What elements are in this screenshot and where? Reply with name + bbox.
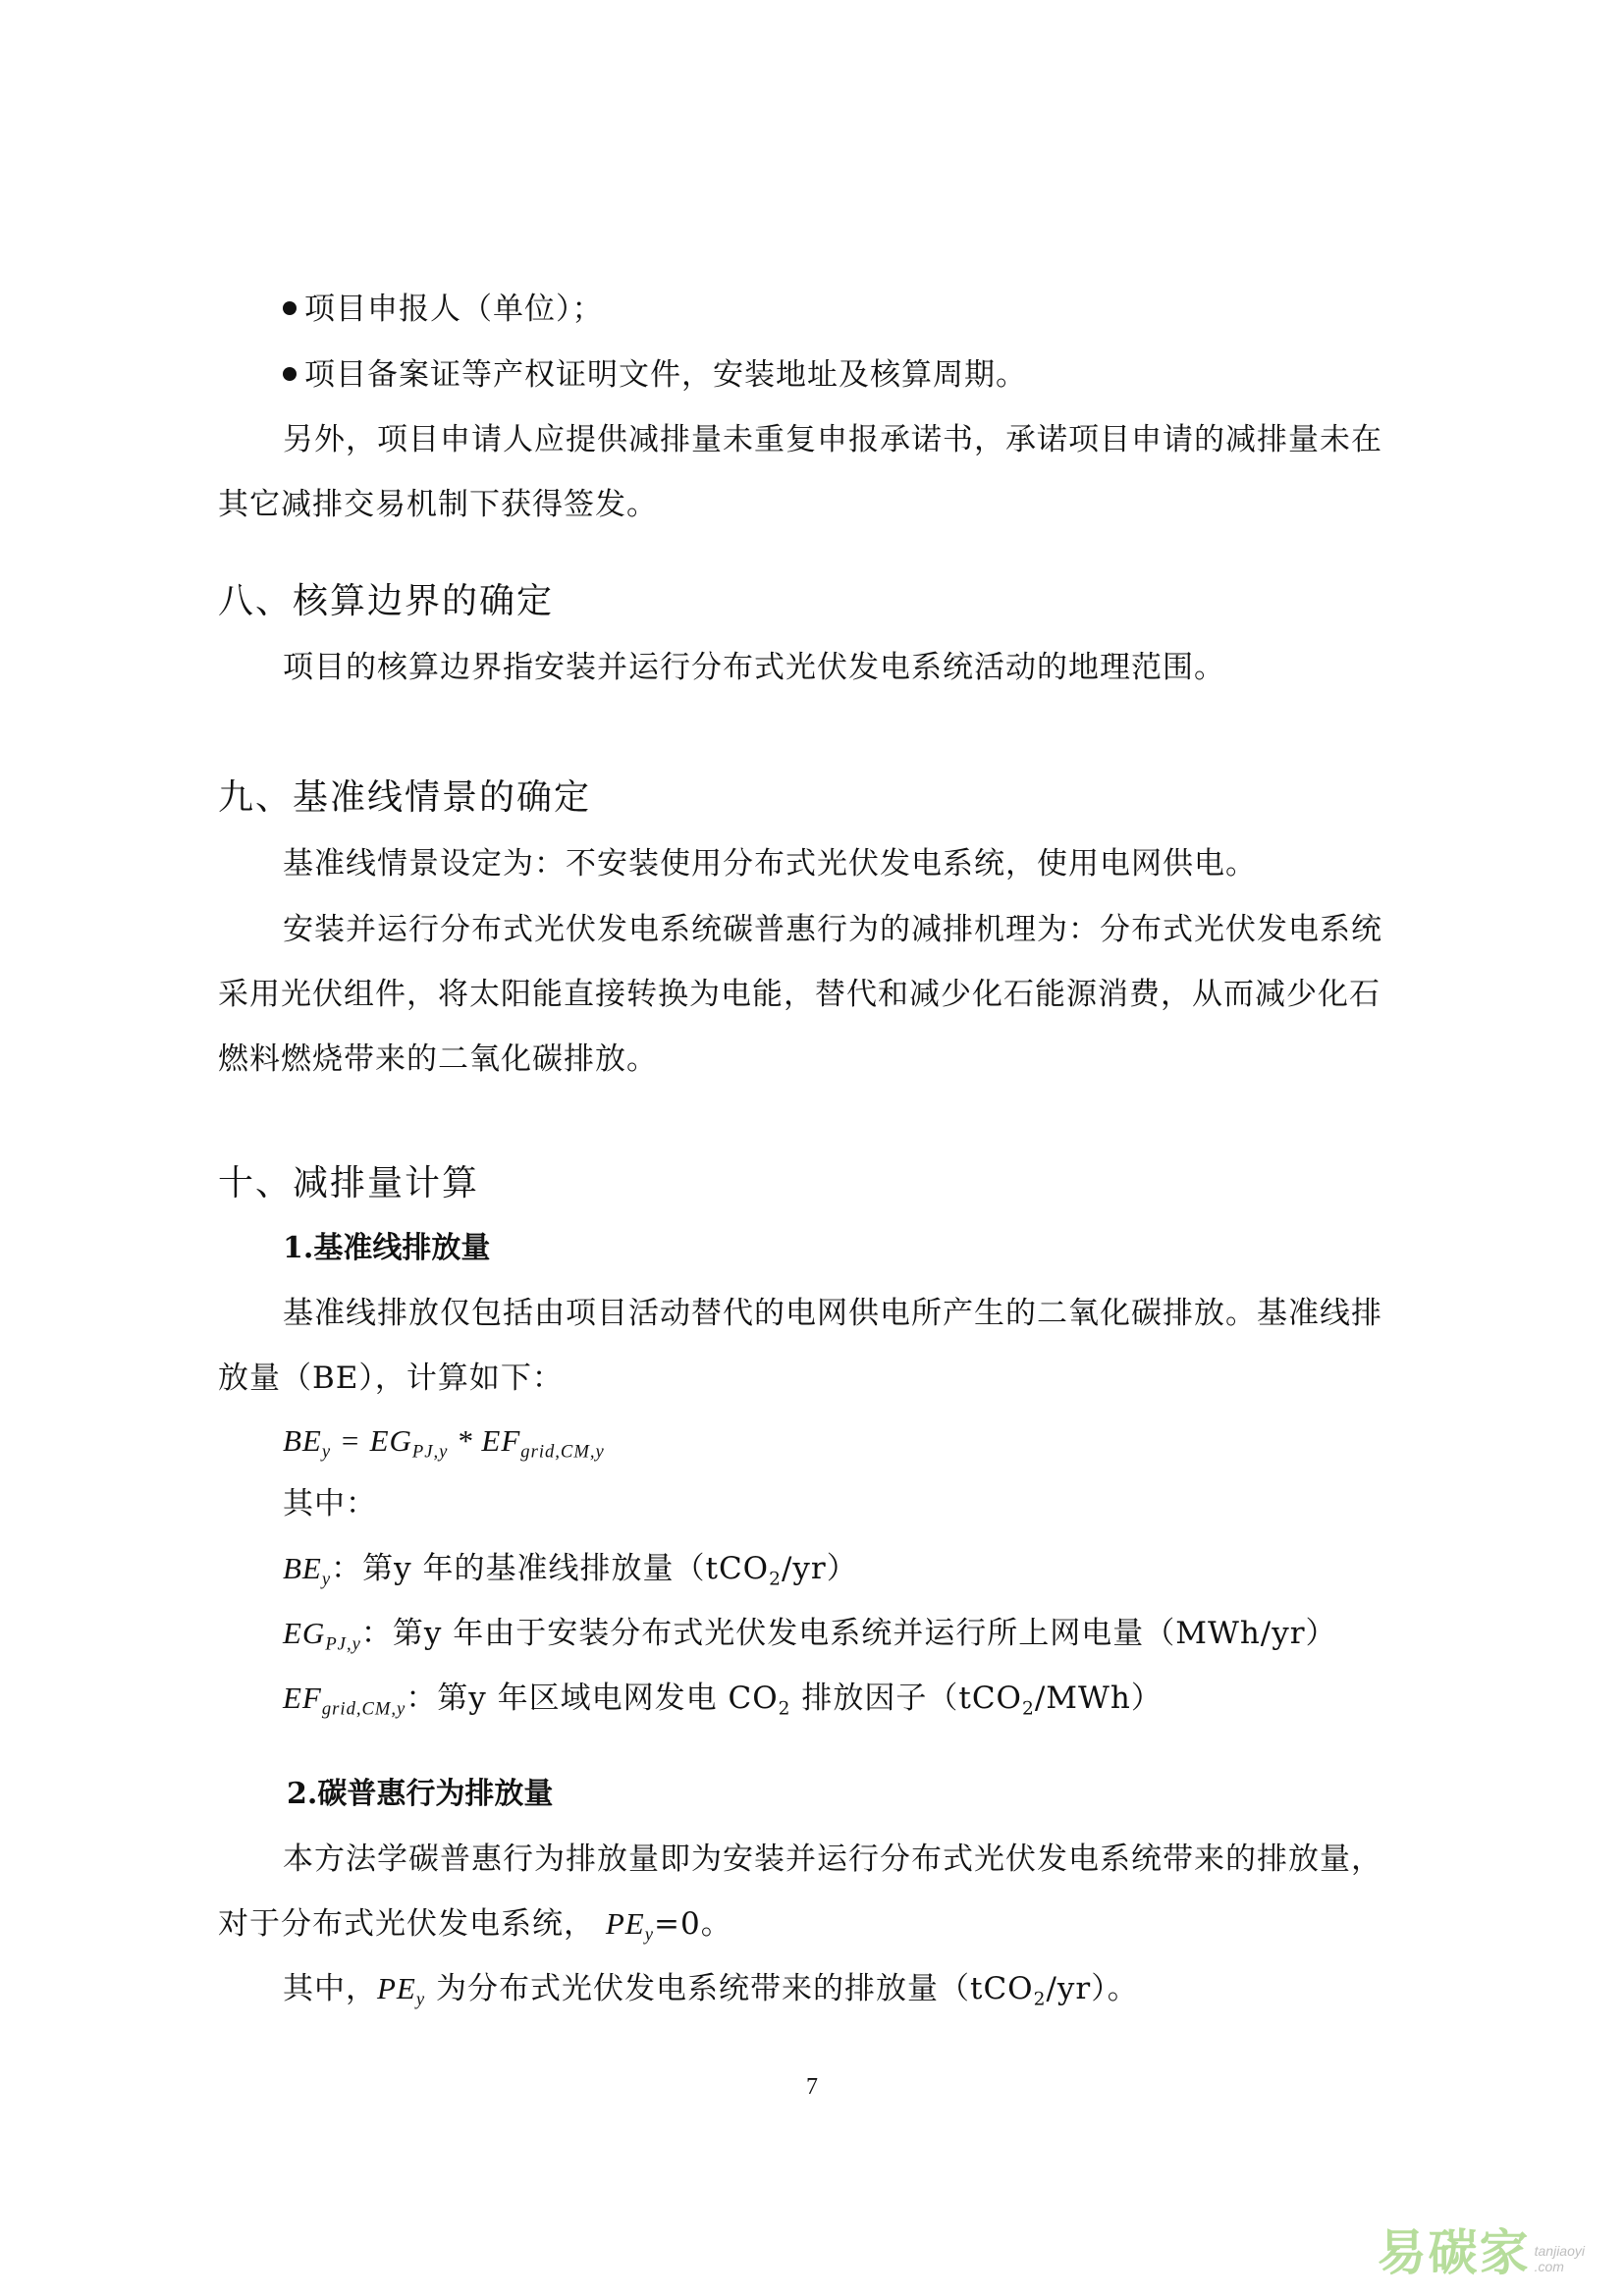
formula-subscript: grid,CM,y — [520, 1441, 605, 1463]
bullet-item-applicant — [283, 290, 604, 329]
subheading-baseline: 1.基准线排放量 — [283, 1231, 491, 1265]
watermark-url-part: tanjiaoyi — [1534, 2243, 1585, 2259]
paragraph-text: 对于分布式光伏发电系统， — [218, 1906, 595, 1942]
watermark-url — [1535, 2243, 1585, 2274]
formula-symbol: PE — [605, 1906, 645, 1941]
definition-be — [283, 1549, 858, 1600]
subheading-project-emission: 2.碳普惠行为排放量 — [287, 1777, 554, 1811]
bullet-text: 项目申报人（单位）； — [304, 292, 604, 327]
watermark-logo — [1378, 2214, 1585, 2284]
formula-value: =0。 — [654, 1906, 732, 1942]
formula-subscript: y — [644, 1924, 654, 1946]
section-heading-8: 八、核算边界的确定 — [218, 581, 555, 621]
paragraph-line: 放量（BE），计算如下： — [218, 1361, 564, 1396]
formula-subscript: PJ,y — [411, 1441, 449, 1463]
formula-subscript: y — [321, 1441, 332, 1463]
watermark-url-part: .com — [1534, 2259, 1564, 2274]
paragraph-line: 基准线情景设定为：不安装使用分布式光伏发电系统，使用电网供电。 — [283, 846, 1257, 881]
formula-symbol: BE — [283, 1551, 322, 1585]
paragraph-line: 基准线排放仅包括由项目活动替代的电网供电所产生的二氧化碳排放。基准线排 — [283, 1296, 1382, 1331]
definition-text: ：第y 年的基准线排放量（tCO — [331, 1551, 770, 1586]
page-number: 7 — [806, 2074, 818, 2100]
paragraph-line: 其它减排交易机制下获得签发。 — [218, 487, 658, 522]
paragraph-line — [218, 1904, 732, 1955]
formula-subscript: y — [321, 1569, 332, 1590]
paragraph-line — [283, 1969, 1139, 2020]
watermark-text: 易碳家 — [1377, 2224, 1531, 2281]
definition-ef — [283, 1679, 1163, 1730]
formula-symbol: PE — [377, 1971, 416, 2005]
bullet-icon — [283, 367, 297, 381]
paragraph-subscript: 2 — [1033, 1989, 1047, 2010]
definition-text: ：第y 年区域电网发电 CO — [406, 1681, 779, 1716]
bullet-item-certificate — [283, 355, 1027, 395]
formula-symbol: BE — [283, 1423, 322, 1458]
definition-eg — [283, 1614, 1337, 1665]
formula-baseline-emission — [283, 1421, 605, 1472]
formula-symbol: EG — [283, 1616, 326, 1650]
formula-symbol: EF — [481, 1423, 521, 1458]
formula-subscript: grid,CM,y — [321, 1698, 406, 1720]
paragraph-line: 另外，项目申请人应提供减排量未重复申报承诺书，承诺项目申请的减排量未在 — [283, 422, 1382, 457]
section-heading-9: 九、基准线情景的确定 — [218, 777, 592, 818]
definition-subscript: 2 — [769, 1569, 782, 1590]
paragraph-line: 采用光伏组件，将太阳能直接转换为电能，替代和减少化石能源消费，从而减少化石 — [218, 977, 1380, 1012]
definition-subscript: 2 — [1021, 1698, 1035, 1720]
paragraph-line: 其中： — [283, 1486, 377, 1522]
definition-text: 排放因子（tCO — [790, 1681, 1022, 1716]
definition-text: ：第y 年由于安装分布式光伏发电系统并运行所上网电量（MWh/yr） — [360, 1616, 1337, 1651]
formula-operator: * — [448, 1423, 482, 1458]
section-heading-10: 十、减排量计算 — [218, 1163, 480, 1203]
definition-text: /MWh） — [1034, 1681, 1163, 1716]
paragraph-line: 燃料燃烧带来的二氧化碳排放。 — [218, 1041, 658, 1077]
definition-subscript: 2 — [778, 1698, 791, 1720]
paragraph-text: /yr）。 — [1046, 1971, 1139, 2006]
formula-symbol: EG — [369, 1423, 412, 1458]
formula-symbol: EF — [283, 1681, 322, 1715]
paragraph-line: 安装并运行分布式光伏发电系统碳普惠行为的减排机理为：分布式光伏发电系统 — [283, 912, 1382, 947]
formula-operator: = — [331, 1423, 370, 1458]
paragraph-line: 本方法学碳普惠行为排放量即为安装并运行分布式光伏发电系统带来的排放量， — [283, 1842, 1382, 1877]
bullet-icon — [283, 301, 297, 315]
paragraph-text: 其中， — [283, 1971, 377, 2006]
paragraph-text: 为分布式光伏发电系统带来的排放量（tCO — [425, 1971, 1034, 2006]
bullet-text: 项目备案证等产权证明文件，安装地址及核算周期。 — [304, 357, 1027, 393]
definition-text: /yr） — [781, 1551, 858, 1586]
formula-subscript: PJ,y — [325, 1633, 361, 1655]
paragraph-line: 项目的核算边界指安装并运行分布式光伏发电系统活动的地理范围。 — [283, 650, 1225, 685]
formula-subscript: y — [415, 1989, 426, 2010]
